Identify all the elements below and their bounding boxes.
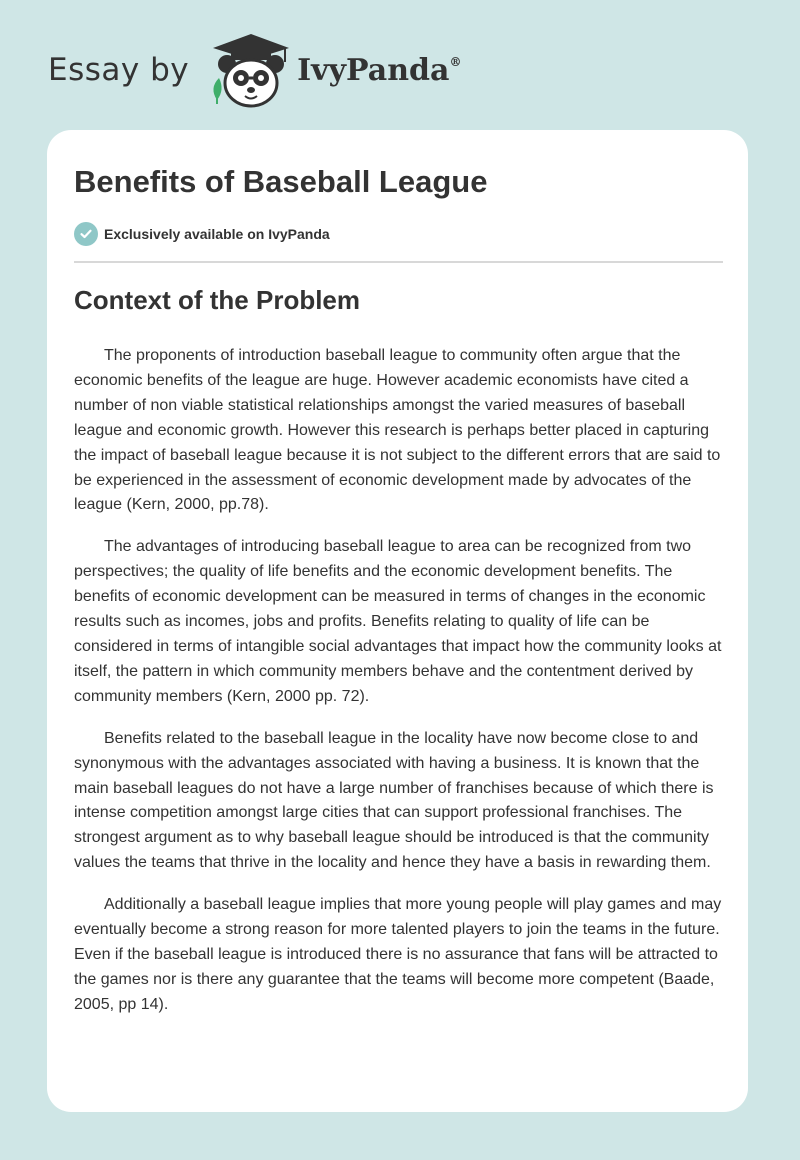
divider: [74, 261, 723, 263]
paragraph: The advantages of introducing baseball league to area can be recognized from two perspectives; the quality of life benefits and the economic development benefits. The benefits of economic development can be measured in terms of changes in the economic results such as incomes, jobs and profits. Benefits relating to quality of life can be considered in terms of intangible social advantages that impact how the community looks at itself, the pattern in which community members behave and the contentment derived by community members (Kern, 2000 pp. 72).: [74, 538, 722, 705]
page-title: Benefits of Baseball League: [74, 164, 488, 199]
essay-by-label: Essay by: [48, 52, 190, 88]
check-icon: [74, 222, 98, 246]
panda-logo-icon[interactable]: [205, 28, 293, 112]
section-heading: Context of the Problem: [74, 285, 361, 315]
site-header: [48, 28, 461, 112]
brand-name[interactable]: IvyPanda®: [297, 52, 462, 88]
paragraph: Benefits related to the baseball league in the locality have now become close to and synonymous with the advantages associated with having a business. It is known that the main baseball leagues do not have a large number of franchises because of which there is intense competition amongst large cities that can support professional franchises. The strongest argument as to why baseball league should be introduced is that the community values the teams that thrive in the locality and hence they have a basis in rewarding them.: [74, 729, 714, 872]
exclusive-badge: [74, 222, 330, 246]
essay-body: [74, 344, 726, 1035]
paragraph: Additionally a baseball league implies that more young people will play games and may eventually become a strong reason for more talented players to join the teams in the future. Even if the baseball league is introduced there is no assurance that fans will be attracted to the games nor is there any guarantee that the teams will become more competent (Baade, 2005, pp 14).: [74, 896, 722, 1013]
badge-label: Exclusively available on IvyPanda: [104, 226, 330, 242]
essay-card: [47, 130, 748, 1112]
paragraph: The proponents of introduction baseball league to community often argue that the economic benefits of the league are huge. However academic economists have cited a number of non viable statistical relationships amongst the varied measures of baseball league and economic growth. However this research is perhaps better placed in capturing the impact of baseball league because it is not subject to the different errors that are said to be experienced in the assessment of economic development made by advocates of the league (Kern, 2000, pp.78).: [74, 347, 721, 514]
